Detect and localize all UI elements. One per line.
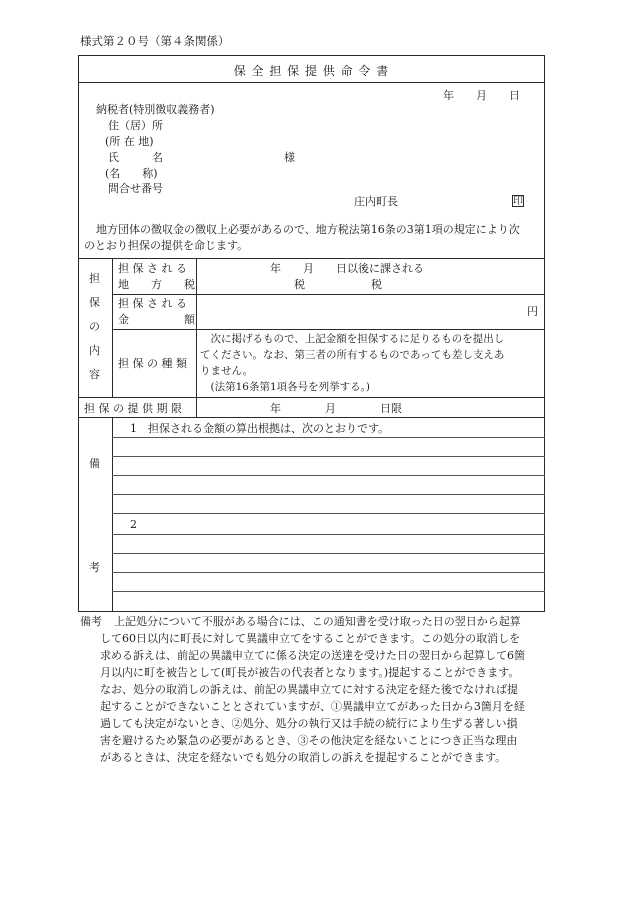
deadline-value: 年 月 日限 — [270, 402, 402, 415]
collateral-label-char-2: 保 — [89, 296, 100, 309]
remarks-rule — [112, 553, 545, 554]
tax-row-value-1: 年 月 日以後に課される — [270, 262, 424, 275]
corporate-name-label: (名 称) — [105, 167, 158, 180]
amount-row-label-1: 担 保 さ れ る — [118, 297, 187, 310]
remarks-label-top: 備 — [89, 457, 100, 470]
remarks-rule — [112, 494, 545, 495]
footnote-line: があるときは、決定を経ないでも処分の取消しの訴えを提起することができます。 — [100, 751, 507, 764]
issuer-name: 庄内町長 — [354, 195, 398, 208]
form-number: 様式第２０号（第４条関係） — [80, 34, 230, 48]
collateral-top-line — [78, 258, 545, 259]
document-title: 保 全 担 保 提 供 命 令 書 — [233, 64, 390, 78]
collateral-bottom-line — [78, 397, 545, 398]
remarks-label-bottom: 考 — [89, 561, 100, 574]
amount-row-label-2: 金 額 — [118, 313, 195, 326]
remarks-item-2: 2 — [130, 518, 137, 531]
amount-row-bottom — [112, 329, 545, 330]
footnote-line: 上記処分について不服がある場合には、この通知書を受け取った日の翌日から起算 — [114, 615, 521, 628]
footnote-line: 起することができないこととされていますが、①異議申立てがあった日から3箇月を経 — [100, 700, 525, 713]
intro-line-1: 地方団体の徴収金の徴収上必要があるので、地方税法第16条の3第1項の規定により次 — [96, 223, 520, 236]
honorific: 様 — [284, 151, 295, 164]
collateral-label-char-1: 担 — [89, 272, 100, 285]
remarks-item-1: 1 担保される金額の算出根拠は、次のとおりです。 — [130, 422, 390, 435]
title-divider — [78, 82, 545, 83]
collateral-label-char-4: 内 — [89, 344, 100, 357]
deadline-bottom-line — [78, 417, 545, 418]
seal-mark: 印 — [513, 196, 523, 207]
remarks-rule — [112, 534, 545, 535]
type-row-text-2: てください。なお、第三者の所有するものであっても差し支えあ — [200, 349, 505, 361]
remarks-rule — [112, 437, 545, 438]
footnote-line: なお、処分の取消しの訴えは、前記の異議申立てに対する決定を経た後でなければ提 — [100, 683, 518, 696]
intro-line-2: のとおり担保の提供を命じます。 — [84, 239, 249, 252]
type-row-text-4: (法第16条第1項各号を列挙する。) — [200, 381, 370, 393]
tax-row-label-2: 地 方 税 — [118, 278, 195, 291]
inquiry-number-label: 問合せ番号 — [108, 182, 163, 195]
type-row-text-3: りません。 — [200, 365, 254, 377]
type-row-label: 担 保 の 種 類 — [118, 357, 187, 370]
collateral-value-divider — [196, 258, 197, 417]
remarks-rule — [112, 456, 545, 457]
issue-date: 年 月 日 — [443, 89, 520, 102]
remarks-rule — [112, 591, 545, 592]
remarks-rule — [112, 513, 545, 514]
collateral-label-char-5: 容 — [89, 368, 100, 381]
taxpayer-heading: 納税者(特別徴収義務者) — [96, 103, 215, 116]
collateral-label-divider — [112, 258, 113, 397]
footnote-line: 求める訴えは、前記の異議申立てに係る決定の送達を受けた日の翌日から起算して6箇 — [100, 649, 525, 662]
amount-unit: 円 — [527, 305, 538, 318]
location-label: (所 在 地) — [105, 135, 154, 148]
tax-row-value-2: 税 税 — [294, 278, 382, 291]
footnote-line: 害を避けるため緊急の必要があるとき、③その他決定を経ないことにつき正当な理由 — [100, 734, 518, 747]
deadline-label: 担 保 の 提 供 期 限 — [84, 402, 182, 415]
footnote-line: 過しても決定がないとき、②処分、処分の執行又は手続の続行により生ずる著しい損 — [100, 717, 518, 730]
remarks-rule — [112, 572, 545, 573]
address-label: 住（居）所 — [108, 119, 163, 132]
tax-row-bottom — [112, 294, 545, 295]
remarks-divider — [112, 417, 113, 612]
collateral-label-char-3: の — [89, 320, 100, 333]
remarks-rule — [112, 475, 545, 476]
name-label: 氏 名 — [108, 151, 163, 164]
type-row-text-1: 次に掲げるもので、上記金額を担保するに足りるものを提出し — [200, 333, 505, 345]
footnote-label: 備考 — [80, 615, 102, 628]
tax-row-label-1: 担 保 さ れ る — [118, 262, 187, 275]
footnote-line: 月以内に町を被告として(町長が被告の代表者となります。)提起することができます。 — [100, 666, 520, 679]
footnote-line: して60日以内に町長に対して異議申立てをすることができます。この処分の取消しを — [100, 632, 521, 645]
